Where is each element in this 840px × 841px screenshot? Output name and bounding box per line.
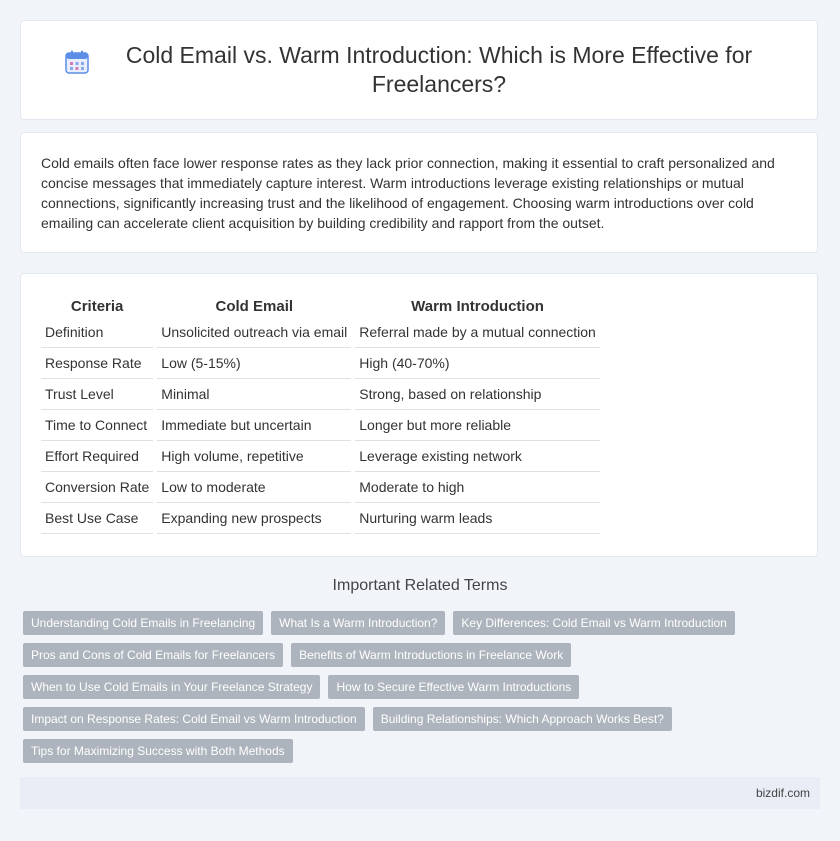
table-cell: Response Rate <box>41 348 153 379</box>
table-cell: Best Use Case <box>41 503 153 534</box>
table-row <box>41 348 600 379</box>
related-term-tag[interactable]: Pros and Cons of Cold Emails for Freelancers <box>23 643 283 667</box>
table-cell: High volume, repetitive <box>157 441 351 472</box>
related-terms-title: Important Related Terms <box>332 577 508 594</box>
tag-row <box>23 643 823 667</box>
table-cell: Time to Connect <box>41 410 153 441</box>
related-term-tag[interactable]: Key Differences: Cold Email vs Warm Introduction <box>453 611 734 635</box>
tag-row <box>23 675 823 699</box>
header-inner <box>59 41 779 99</box>
table-row <box>41 503 600 534</box>
table-cell: Longer but more reliable <box>355 410 600 441</box>
table-cell: Immediate but uncertain <box>157 410 351 441</box>
calendar-icon <box>64 49 90 75</box>
page-footer <box>20 777 820 809</box>
page-header <box>20 20 818 120</box>
table-cell: Conversion Rate <box>41 472 153 503</box>
tag-row <box>23 739 823 763</box>
related-term-tag[interactable]: How to Secure Effective Warm Introductions <box>328 675 579 699</box>
table-row <box>41 410 600 441</box>
related-term-tag[interactable]: Building Relationships: Which Approach Works Best? <box>373 707 672 731</box>
table-cell: High (40-70%) <box>355 348 600 379</box>
tag-row <box>23 611 823 635</box>
column-header-criteria: Criteria <box>70 298 124 315</box>
table-cell: Leverage existing network <box>355 441 600 472</box>
related-terms-list <box>23 611 823 771</box>
column-header-warm-introduction: Warm Introduction <box>411 298 544 315</box>
table-cell: Strong, based on relationship <box>355 379 600 410</box>
table-cell: Expanding new prospects <box>157 503 351 534</box>
table-cell: Trust Level <box>41 379 153 410</box>
column-header-cold-email: Cold Email <box>215 298 294 315</box>
table-row <box>41 317 600 348</box>
site-name[interactable]: bizdif.com <box>755 786 810 800</box>
table-cell: Minimal <box>157 379 351 410</box>
comparison-section <box>20 273 818 557</box>
intro-paragraph: Cold emails often face lower response rates as they lack prior connection, making it essential to craft personalized and concise messages that immediately capture interest. Warm introductions leverage existing relationships or mutual connections, significantly increasing trust and the likelihood of engagement. Choosing warm introductions over cold emailing can accelerate client acquisition by building credibility and rapport from the outset. <box>41 155 775 231</box>
table-cell: Low to moderate <box>157 472 351 503</box>
table-cell: Referral made by a mutual connection <box>355 317 600 348</box>
related-term-tag[interactable]: Impact on Response Rates: Cold Email vs Warm Introduction <box>23 707 365 731</box>
intro-section <box>20 132 818 253</box>
table-cell: Definition <box>41 317 153 348</box>
table-cell: Effort Required <box>41 441 153 472</box>
related-term-tag[interactable]: Benefits of Warm Introductions in Freelance Work <box>291 643 571 667</box>
tag-row <box>23 707 823 731</box>
comparison-table <box>37 294 604 534</box>
related-term-tag[interactable]: Understanding Cold Emails in Freelancing <box>23 611 263 635</box>
table-row <box>41 472 600 503</box>
table-cell: Nurturing warm leads <box>355 503 600 534</box>
table-cell: Low (5-15%) <box>157 348 351 379</box>
table-cell: Unsolicited outreach via email <box>157 317 351 348</box>
table-cell: Moderate to high <box>355 472 600 503</box>
related-term-tag[interactable]: Tips for Maximizing Success with Both Methods <box>23 739 293 763</box>
table-header-row <box>41 294 600 317</box>
table-row <box>41 441 600 472</box>
page-title: Cold Email vs. Warm Introduction: Which is More Effective for Freelancers? <box>125 42 753 97</box>
related-term-tag[interactable]: What Is a Warm Introduction? <box>271 611 445 635</box>
table-row <box>41 379 600 410</box>
related-term-tag[interactable]: When to Use Cold Emails in Your Freelance Strategy <box>23 675 320 699</box>
